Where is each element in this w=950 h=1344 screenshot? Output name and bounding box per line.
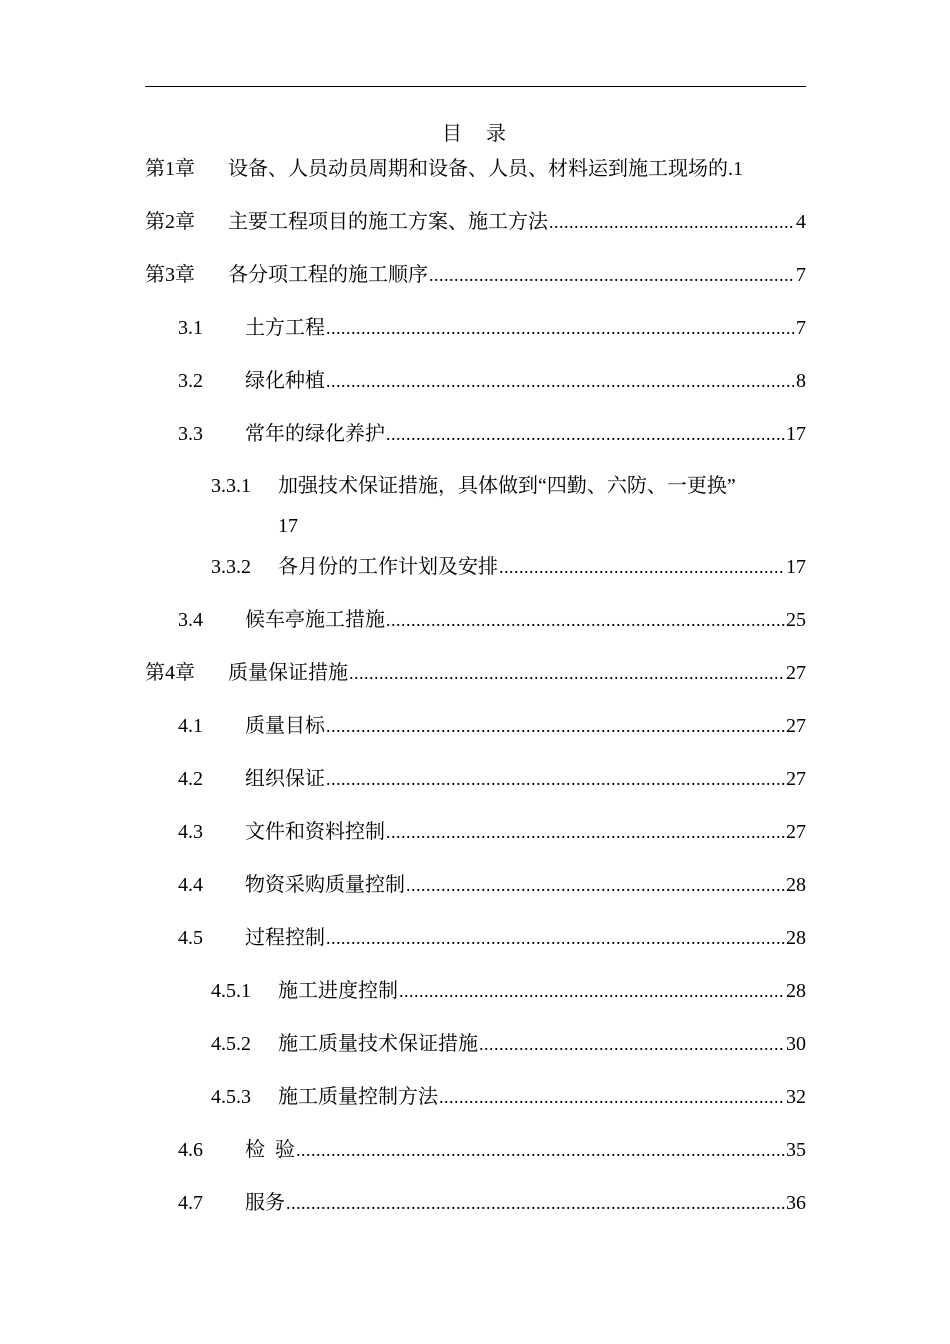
entry-dots (326, 314, 795, 342)
entry-number: 3.3.1 (211, 475, 251, 497)
entry-page: 36 (786, 1192, 806, 1214)
entry-dots (386, 606, 785, 634)
entry-dots (349, 659, 785, 687)
entry-label: 检 验 (245, 1139, 295, 1161)
toc-entry-3-1[interactable] (178, 314, 806, 342)
toc-entry-3-3[interactable] (178, 420, 806, 448)
toc-entry-4-1[interactable] (178, 712, 806, 740)
entry-dots (326, 712, 785, 740)
entry-number: 3.4 (178, 609, 203, 631)
entry-page: 27 (786, 768, 806, 790)
entry-dots (429, 261, 795, 289)
entry-number: 4.5.1 (211, 980, 251, 1002)
entry-page: 28 (786, 927, 806, 949)
entry-page: 7 (796, 264, 806, 286)
entry-dots (296, 1136, 785, 1164)
entry-dots (386, 818, 785, 846)
toc-entry-4-4[interactable] (178, 871, 806, 899)
toc-entry-4-5-2[interactable] (211, 1030, 806, 1058)
entry-dots: . (728, 158, 733, 180)
entry-label: 质量目标 (245, 715, 325, 737)
toc-entry-4-6[interactable] (178, 1136, 806, 1164)
entry-page: 32 (786, 1086, 806, 1108)
entry-dots (399, 977, 785, 1005)
entry-page: 28 (786, 980, 806, 1002)
entry-page: 28 (786, 874, 806, 896)
entry-dots (386, 420, 785, 448)
entry-dots (549, 208, 795, 236)
toc-entry-4-7[interactable] (178, 1189, 806, 1217)
entry-dots (286, 1189, 785, 1217)
toc-entry-3-3-1[interactable] (211, 466, 806, 537)
entry-label: 施工质量控制方法 (278, 1086, 438, 1108)
entry-number: 第4章 (145, 662, 195, 684)
toc-entry-ch4[interactable] (145, 659, 806, 687)
entry-page: 27 (786, 715, 806, 737)
entry-number: 第1章 (145, 158, 195, 180)
toc-entry-4-3[interactable] (178, 818, 806, 846)
toc-entry-3-3-2[interactable] (211, 553, 806, 581)
entry-page: 27 (786, 821, 806, 843)
entry-label: 施工进度控制 (278, 980, 398, 1002)
entry-page: 7 (796, 317, 806, 339)
entry-label: 物资采购质量控制 (245, 874, 405, 896)
entry-dots (406, 871, 785, 899)
entry-dots (326, 924, 785, 952)
entry-label: 服务 (245, 1192, 285, 1214)
entry-number: 4.5 (178, 927, 203, 949)
entry-page: 25 (786, 609, 806, 631)
entry-number: 第3章 (145, 264, 195, 286)
entry-dots (326, 367, 795, 395)
entry-label: 常年的绿化养护 (245, 423, 385, 445)
entry-dots (479, 1030, 785, 1058)
toc-title: 目 录 (442, 123, 508, 145)
entry-number: 4.5.3 (211, 1086, 251, 1108)
entry-page: 17 (278, 515, 298, 537)
entry-label: 文件和资料控制 (245, 821, 385, 843)
toc-entry-4-2[interactable] (178, 765, 806, 793)
entry-dots (326, 765, 785, 793)
entry-number: 3.3.2 (211, 556, 251, 578)
toc-entry-4-5[interactable] (178, 924, 806, 952)
entry-number: 第2章 (145, 211, 195, 233)
entry-page: 17 (786, 556, 806, 578)
entry-dots (439, 1083, 785, 1111)
entry-number: 3.1 (178, 317, 203, 339)
entry-number: 3.3 (178, 423, 203, 445)
entry-label: 土方工程 (245, 317, 325, 339)
entry-page: 4 (796, 211, 806, 233)
entry-page: 27 (786, 662, 806, 684)
toc-entry-ch1[interactable] (145, 155, 806, 183)
toc-entry-4-5-3[interactable] (211, 1083, 806, 1111)
entry-number: 4.1 (178, 715, 203, 737)
entry-page: 8 (796, 370, 806, 392)
entry-label: 质量保证措施 (228, 662, 348, 684)
entry-number: 4.4 (178, 874, 203, 896)
entry-number: 4.5.2 (211, 1033, 251, 1055)
entry-page: 30 (786, 1033, 806, 1055)
toc-entry-3-2[interactable] (178, 367, 806, 395)
entry-number: 4.7 (178, 1192, 203, 1214)
entry-page: 17 (786, 423, 806, 445)
entry-label: 加强技术保证措施，具体做到“四勤、六防、一更换” (278, 475, 736, 497)
toc-entry-ch3[interactable] (145, 261, 806, 289)
entry-number: 4.6 (178, 1139, 203, 1161)
entry-dots (499, 553, 785, 581)
entry-number: 3.2 (178, 370, 203, 392)
entry-number: 4.3 (178, 821, 203, 843)
entry-label: 设备、人员动员周期和设备、人员、材料运到施工现场的 (228, 158, 728, 180)
entry-label: 各月份的工作计划及安排 (278, 556, 498, 578)
entry-page: 1 (733, 158, 743, 180)
toc-entry-4-5-1[interactable] (211, 977, 806, 1005)
entry-label: 过程控制 (245, 927, 325, 949)
entry-label: 绿化种植 (245, 370, 325, 392)
entry-label: 施工质量技术保证措施 (278, 1033, 478, 1055)
entry-number: 4.2 (178, 768, 203, 790)
entry-label: 组织保证 (245, 768, 325, 790)
entry-label: 候车亭施工措施 (245, 609, 385, 631)
header-rule (145, 86, 806, 87)
entry-label: 主要工程项目的施工方案、施工方法 (228, 211, 548, 233)
toc-entry-ch2[interactable] (145, 208, 806, 236)
entry-page: 35 (786, 1139, 806, 1161)
toc-entry-3-4[interactable] (178, 606, 806, 634)
entry-label: 各分项工程的施工顺序 (228, 264, 428, 286)
